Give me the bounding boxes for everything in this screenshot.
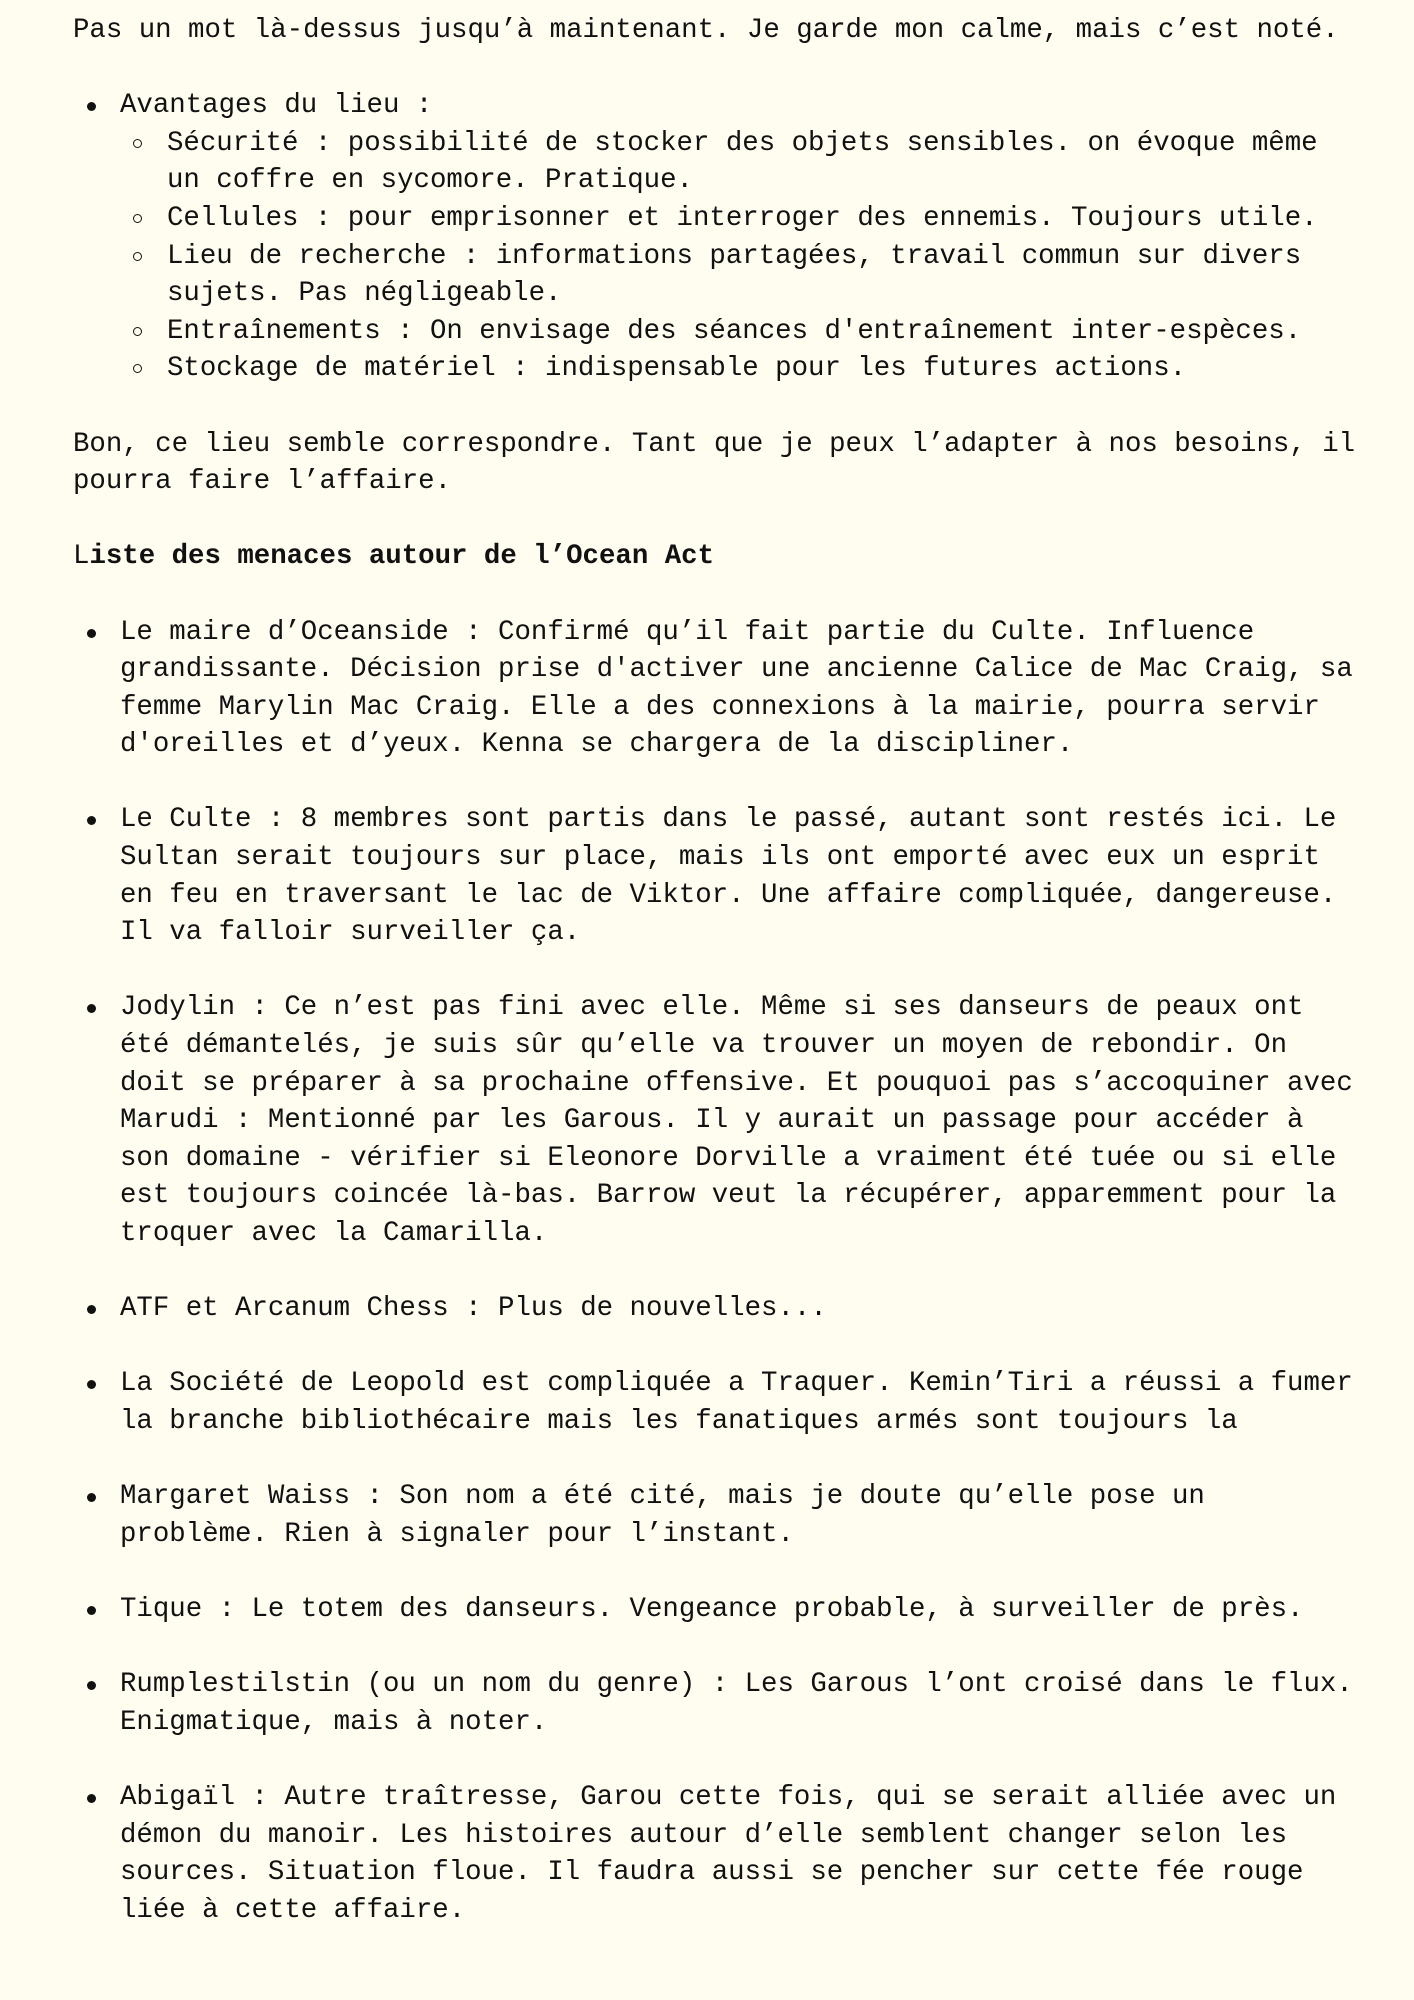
list-item: [73, 1666, 1363, 1741]
list-item: [73, 614, 1363, 764]
list-item: [73, 1290, 1363, 1328]
threat-margaret-waiss: Margaret Waiss : Son nom a été cité, mais je doute qu’elle pose un problème. Rien à signaler pour l’instant.: [120, 1481, 1205, 1550]
advantages-list: [73, 87, 1363, 388]
list-item: [73, 989, 1363, 1252]
threat-atf-arcanum: ATF et Arcanum Chess : Plus de nouvelles...: [120, 1293, 827, 1325]
list-item: [73, 1365, 1363, 1440]
bullet-disc-icon: [87, 816, 96, 825]
bullet-disc-icon: [87, 1305, 96, 1314]
threat-cult: Le Culte : 8 membres sont partis dans le passé, autant sont restés ici. Le Sultan serait toujours sur place, mais ils ont emporté avec eux un esprit en feu en traversant le lac de Viktor. Une affaire compliquée, dangereuse. Il va falloir surveiller ça.: [120, 804, 1337, 949]
bullet-disc-icon: [87, 1380, 96, 1389]
bullet-disc-icon: [87, 1794, 96, 1803]
bullet-disc-icon: [87, 1493, 96, 1502]
list-item: [120, 200, 1363, 238]
threat-abigail: Abigaïl : Autre traîtresse, Garou cette fois, qui se serait alliée avec un démon du manoir. Les histoires autour d’elle semblent changer selon les sources. Situation floue. Il faudra aussi se pencher sur cette fée rouge liée à cette affaire.: [120, 1781, 1337, 1926]
bullet-disc-icon: [87, 629, 96, 638]
threats-list: [73, 614, 1363, 1930]
bullet-disc-icon: [87, 1004, 96, 1013]
threat-leopold-society: La Société de Leopold est compliquée a Traquer. Kemin’Tiri a réussi a fumer la branche bibliothécaire mais les fanatiques armés sont toujours la: [120, 1368, 1353, 1437]
list-item: [73, 87, 1363, 388]
threat-tique: Tique : Le totem des danseurs. Vengeance probable, à surveiller de près.: [120, 1593, 1304, 1625]
threats-heading-rest: iste des menaces autour de l’Ocean Act: [89, 541, 715, 573]
list-item: [120, 125, 1363, 200]
advantage-training: Entraînements : On envisage des séances d'entraînement inter-espèces.: [167, 315, 1302, 347]
bullet-circle-icon: [133, 252, 142, 261]
intro-paragraph: Pas un mot là-dessus jusqu’à maintenant. Je garde mon calme, mais c’est noté.: [73, 15, 1339, 46]
threat-jodylin: Jodylin : Ce n’est pas fini avec elle. Même si ses danseurs de peaux ont été démantelés, je suis sûr qu’elle va trouver un moyen de rebondir. On doit se préparer à sa prochaine offensive. Et pouquoi pas s’accoquiner avec Marudi : Mentionné par les Garous. Il y aurait un passage pour accéder à son domaine - vérifier si Eleonore Dorville a vraiment été tuée ou si elle est toujours coincée là-bas. Barrow veut la récupérer, apparemment pour la troquer avec la Camarilla.: [120, 992, 1353, 1249]
conclusion-paragraph: Bon, ce lieu semble correspondre. Tant que je peux l’adapter à nos besoins, il pourra faire l’affaire.: [73, 428, 1356, 498]
advantage-cells: Cellules : pour emprisonner et interroger des ennemis. Toujours utile.: [167, 202, 1318, 234]
list-item: [73, 1779, 1363, 1929]
advantages-sublist: [120, 125, 1363, 388]
threats-heading: [73, 538, 1363, 576]
bullet-circle-icon: [133, 364, 142, 373]
list-item: [120, 238, 1363, 313]
list-item: [73, 801, 1363, 951]
list-item: [120, 313, 1363, 351]
bullet-disc-icon: [87, 102, 96, 111]
bullet-circle-icon: [133, 139, 142, 148]
list-item: [120, 350, 1363, 388]
advantage-research: Lieu de recherche : informations partagées, travail commun sur divers sujets. Pas négligeable.: [167, 240, 1302, 310]
threats-heading-first-letter: L: [73, 541, 90, 573]
threat-mayor: Le maire d’Oceanside : Confirmé qu’il fait partie du Culte. Influence grandissante. Décision prise d'activer une ancienne Calice de Mac Craig, sa femme Marylin Mac Craig. Elle a des connexions à la mairie, pourra servir d'oreilles et d’yeux. Kenna se chargera de la discipliner.: [120, 616, 1353, 761]
bullet-disc-icon: [87, 1681, 96, 1690]
bullet-circle-icon: [133, 327, 142, 336]
bullet-circle-icon: [133, 214, 142, 223]
bullet-disc-icon: [87, 1606, 96, 1615]
threat-rumplestilstin: Rumplestilstin (ou un nom du genre) : Les Garous l’ont croisé dans le flux. Enigmatique, mais à noter.: [120, 1669, 1353, 1738]
list-item: [73, 1591, 1363, 1629]
list-item: [73, 1478, 1363, 1553]
advantages-label: Avantages du lieu :: [120, 90, 433, 122]
advantage-security: Sécurité : possibilité de stocker des objets sensibles. on évoque même un coffre en sycomore. Pratique.: [167, 127, 1318, 197]
advantage-storage: Stockage de matériel : indispensable pour les futures actions.: [167, 353, 1187, 385]
